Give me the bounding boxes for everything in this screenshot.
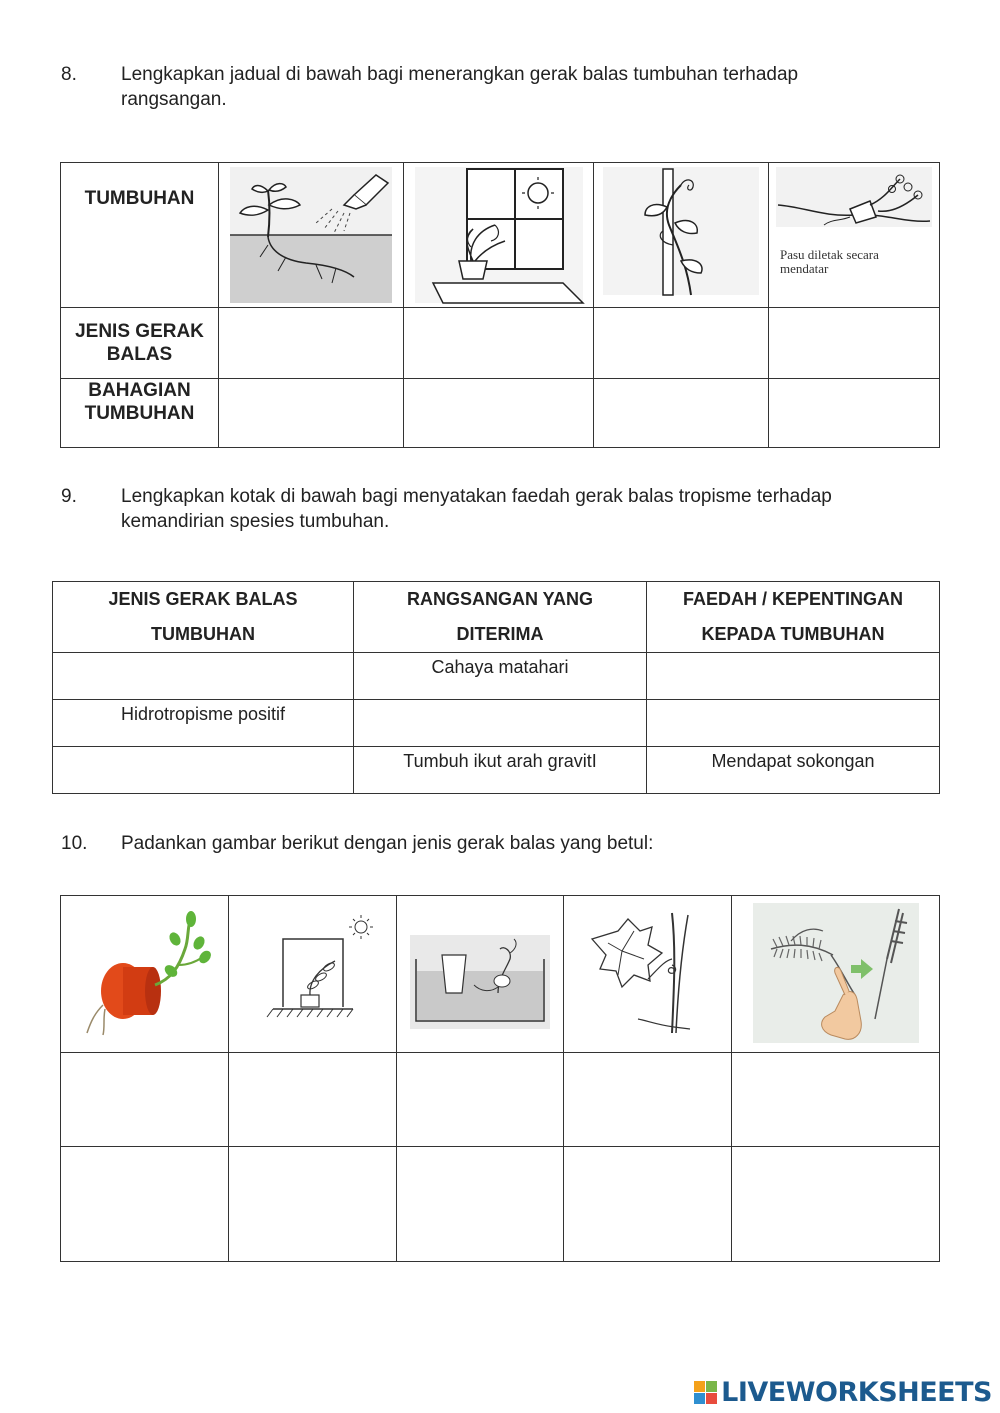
row-label-bahagian-tumbuhan: BAHAGIAN TUMBUHAN bbox=[61, 379, 219, 448]
question-number: 9. bbox=[61, 486, 77, 507]
answer-cell[interactable] bbox=[229, 1053, 397, 1147]
image-caption: Pasu diletak secara bbox=[780, 247, 879, 262]
plant-at-window-icon bbox=[413, 165, 585, 305]
answer-cell[interactable] bbox=[219, 308, 404, 379]
hydrotropism-apparatus-icon bbox=[406, 909, 554, 1039]
plant-image-cell bbox=[769, 163, 940, 308]
question-text: Padankan gambar berikut dengan jenis gerak balas yang betul: bbox=[121, 833, 654, 854]
answer-cell[interactable] bbox=[564, 1053, 732, 1147]
table-cell: Cahaya matahari bbox=[354, 653, 647, 700]
seedling-watering-can-icon bbox=[226, 165, 396, 305]
tendril-plant-icon bbox=[578, 909, 718, 1039]
question-9 bbox=[61, 484, 921, 536]
table-row bbox=[53, 653, 940, 700]
answer-cell[interactable] bbox=[769, 308, 940, 379]
logo-mark-icon bbox=[694, 1381, 717, 1404]
answer-cell[interactable] bbox=[647, 653, 940, 700]
answer-cell[interactable] bbox=[404, 379, 594, 448]
plant-image-cell bbox=[564, 896, 732, 1053]
answer-cell[interactable] bbox=[53, 747, 354, 794]
answer-cell[interactable] bbox=[229, 1147, 397, 1262]
answer-cell[interactable] bbox=[354, 700, 647, 747]
question-text: Lengkapkan jadual di bawah bagi menerangkan gerak balas tumbuhan terhadap rangsangan. bbox=[121, 64, 799, 110]
row-label-tumbuhan: TUMBUHAN bbox=[61, 163, 219, 308]
plant-image-cell bbox=[732, 896, 940, 1053]
plant-image-cell bbox=[404, 163, 594, 308]
answer-cell[interactable] bbox=[61, 1147, 229, 1262]
answer-cell[interactable] bbox=[564, 1147, 732, 1262]
question-10 bbox=[61, 831, 921, 857]
answer-cell[interactable] bbox=[53, 653, 354, 700]
climbing-plant-on-pole-icon bbox=[601, 165, 761, 305]
answer-cell[interactable] bbox=[397, 1053, 564, 1147]
table-row bbox=[53, 700, 940, 747]
plant-image-cell bbox=[219, 163, 404, 308]
question-8 bbox=[61, 62, 921, 114]
matching-table bbox=[60, 895, 940, 1262]
answer-cell[interactable] bbox=[404, 308, 594, 379]
column-header: RANGSANGAN YANG DITERIMA bbox=[354, 582, 647, 653]
column-header: JENIS GERAK BALAS TUMBUHAN bbox=[53, 582, 354, 653]
image-caption: mendatar bbox=[780, 261, 829, 276]
column-header: FAEDAH / KEPENTINGAN KEPADA TUMBUHAN bbox=[647, 582, 940, 653]
question-number: 8. bbox=[61, 64, 77, 85]
horizontal-pot-plant-icon bbox=[774, 165, 934, 305]
answer-cell[interactable] bbox=[61, 1053, 229, 1147]
plant-image-cell bbox=[61, 896, 229, 1053]
red-pot-plant-icon bbox=[75, 909, 215, 1039]
table-cell: Mendapat sokongan bbox=[647, 747, 940, 794]
answer-cell[interactable] bbox=[769, 379, 940, 448]
question-number: 10. bbox=[61, 833, 88, 854]
table-cell: Tumbuh ikut arah gravitI bbox=[354, 747, 647, 794]
plant-image-cell bbox=[397, 896, 564, 1053]
mimosa-touch-icon bbox=[751, 899, 921, 1049]
plant-image-cell bbox=[229, 896, 397, 1053]
answer-cell[interactable] bbox=[594, 379, 769, 448]
answer-cell[interactable] bbox=[219, 379, 404, 448]
answer-cell[interactable] bbox=[594, 308, 769, 379]
answer-cell[interactable] bbox=[397, 1147, 564, 1262]
plant-image-cell bbox=[594, 163, 769, 308]
liveworksheets-logo[interactable] bbox=[694, 1377, 992, 1407]
tropism-benefit-table bbox=[52, 581, 940, 794]
brand-name: LIVEWORKSHEETS bbox=[721, 1376, 992, 1408]
answer-cell[interactable] bbox=[732, 1147, 940, 1262]
plant-in-box-sun-icon bbox=[243, 909, 383, 1039]
table-row bbox=[53, 747, 940, 794]
question-text: Lengkapkan kotak di bawah bagi menyatakan faedah gerak balas tropisme terhadap kemandirian spesies tumbuhan. bbox=[121, 486, 832, 532]
table-cell: Hidrotropisme positif bbox=[53, 700, 354, 747]
answer-cell[interactable] bbox=[732, 1053, 940, 1147]
response-table bbox=[60, 162, 940, 448]
answer-cell[interactable] bbox=[647, 700, 940, 747]
row-label-jenis-gerak-balas: JENIS GERAK BALAS bbox=[61, 308, 219, 379]
